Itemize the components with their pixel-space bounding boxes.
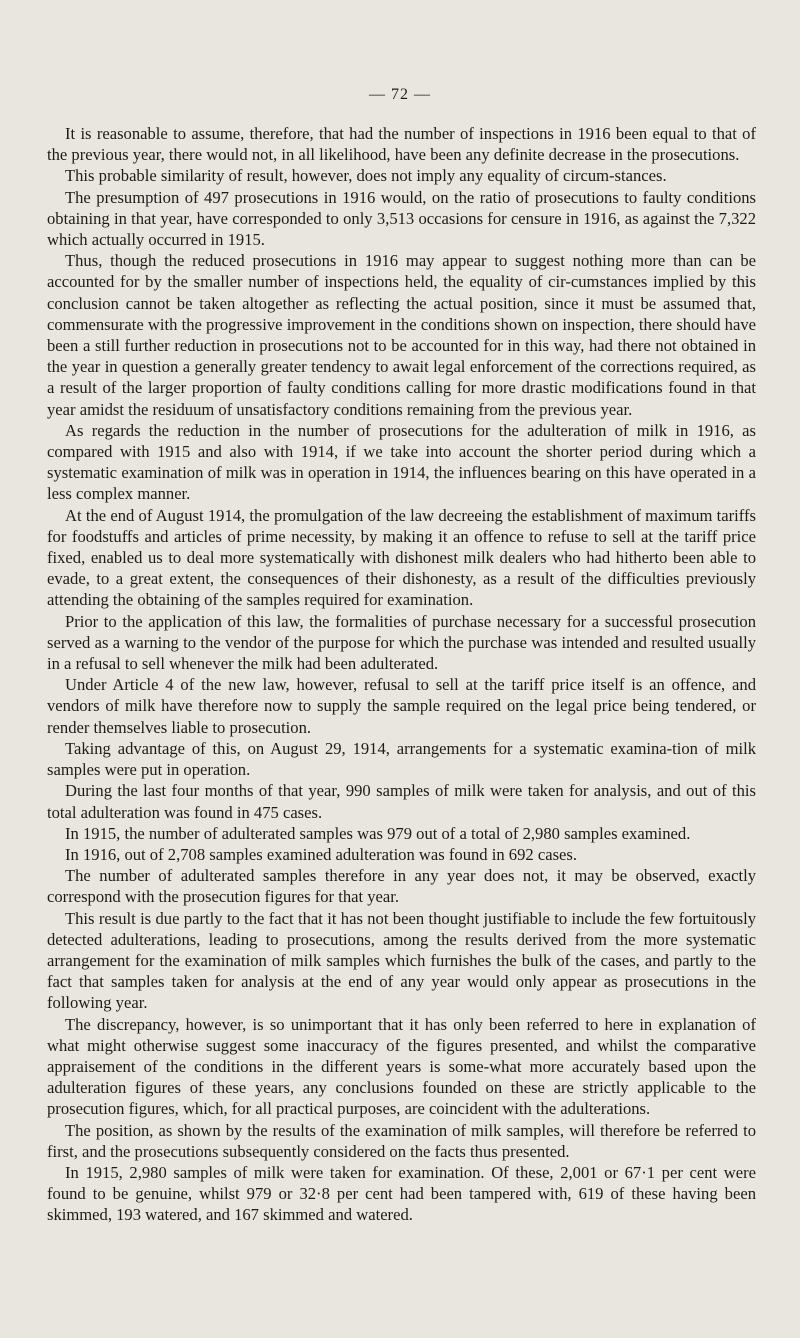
paragraph: At the end of August 1914, the promulgation of the law decreeing the establishment of maximum tariffs for foodstuffs and articles of prime necessity, by making it an offence to refuse to sell at the tariff price fixed, enabled us to deal more systematically with dishonest milk dealers who had hitherto been able to evade, to a great extent, the consequences of their dishonesty, as a result of the difficulties previously attending the obtaining of the samples required for examination. — [47, 505, 756, 610]
paragraph: The position, as shown by the results of the examination of milk samples, will therefore be referred to first, and the prosecutions subsequently considered on the facts thus presented. — [47, 1120, 756, 1161]
paragraph: The discrepancy, however, is so unimportant that it has only been referred to here in explanation of what might otherwise suggest some inaccuracy of the figures presented, and whilst the comparative appraisement of the conditions in the different years is some-what more accurately based upon the adulteration figures of these years, any conclusions founded on these are strictly applicable to the prosecution figures, which, for all practical purposes, are coincident with the adulterations. — [47, 1014, 756, 1119]
paragraph: In 1916, out of 2,708 samples examined adulteration was found in 692 cases. — [65, 844, 577, 864]
paragraph: It is reasonable to assume, therefore, that had the number of inspections in 1916 been equal to that of the previous year, there would not, in all likelihood, have been any definite decrease in the prosecutions. — [47, 124, 756, 165]
paragraph: The presumption of 497 prosecutions in 1916 would, on the ratio of prosecutions to faulty conditions obtaining in that year, have corresponded to only 3,513 occasions for censure in 1916, as against the 7,322 which actually occurred in 1915. — [47, 187, 756, 250]
paragraph: In 1915, 2,980 samples of milk were taken for examination. Of these, 2,001 or 67·1 per cent were found to be genuine, whilst 979 or 32·8 per cent had been tampered with, 619 of these having been skimmed, 193 watered, and 167 skimmed and watered. — [47, 1162, 756, 1225]
paragraph: Thus, though the reduced prosecutions in 1916 may appear to suggest nothing more than can be accounted for by the smaller number of inspections held, the equality of cir-cumstances implied by this conclusion cannot be taken altogether as reflecting the actual position, since it must be assumed that, commensurate with the progressive improvement in the conditions shown on inspection, there should have been a still further reduction in prosecutions not to be accounted for in this way, had there not obtained in the year in question a generally greater tendency to await legal enforcement of the corrections required, as a result of the larger proportion of faulty conditions calling for more drastic modifications found in that year amidst the residuum of unsatisfactory conditions remaining from the previous year. — [47, 251, 756, 419]
body-text — [47, 123, 756, 1226]
paragraph: This result is due partly to the fact that it has not been thought justifiable to include the few fortuitously detected adulterations, leading to prosecutions, among the results derived from the more systematic arrangement for the examination of milk samples which furnishes the bulk of the cases, and partly to the fact that samples taken for analysis at the end of any year would only appear as prosecutions in the following year. — [47, 908, 756, 1013]
paragraph: During the last four months of that year, 990 samples of milk were taken for analysis, and out of this total adulteration was found in 475 cases. — [47, 781, 756, 822]
paragraph: The number of adulterated samples therefore in any year does not, it may be observed, exactly correspond with the prosecution figures for that year. — [47, 866, 756, 907]
paragraph: Taking advantage of this, on August 29, 1914, arrangements for a systematic examina-tion of milk samples were put in operation. — [47, 738, 756, 780]
paragraph: As regards the reduction in the number of prosecutions for the adulteration of milk in 1916, as compared with 1915 and also with 1914, if we take into account the shorter period during which a systematic examination of milk was in operation in 1914, the influences bearing on this have operated in a less complex manner. — [47, 420, 756, 504]
paragraph: Prior to the application of this law, the formalities of purchase necessary for a successful prosecution served as a warning to the vendor of the purpose for which the purchase was intended and resulted usually in a refusal to sell whenever the milk had been adulterated. — [47, 611, 756, 674]
paragraph: This probable similarity of result, however, does not imply any equality of circum-stances. — [65, 166, 667, 186]
page-number: — 72 — — [369, 86, 431, 103]
paragraph: In 1915, the number of adulterated samples was 979 out of a total of 2,980 samples examined. — [65, 823, 691, 843]
paragraph: Under Article 4 of the new law, however, refusal to sell at the tariff price itself is an offence, and vendors of milk have therefore now to supply the sample required on the legal price being tendered, or render themselves liable to prosecution. — [47, 675, 756, 737]
